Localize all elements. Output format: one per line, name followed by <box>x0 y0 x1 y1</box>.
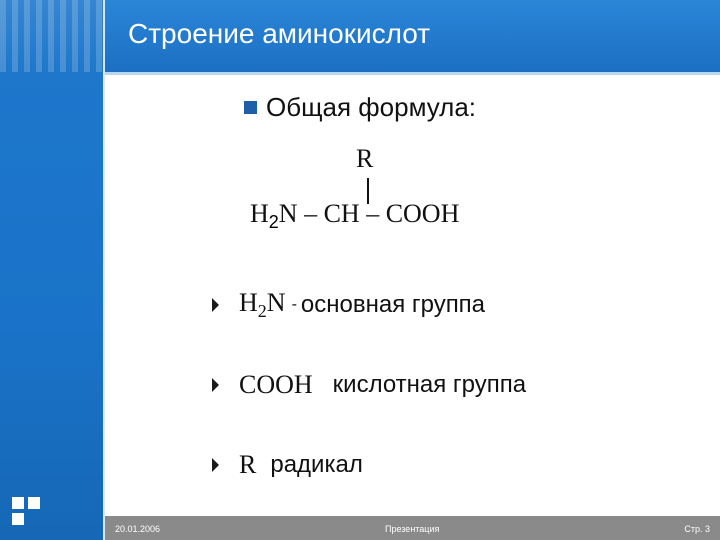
logo-squares-icon <box>12 497 42 527</box>
title-bar-divider <box>105 72 720 75</box>
list-item-carboxyl <box>212 370 526 400</box>
formula-rest: N – CH – COOH <box>278 199 460 228</box>
list-item-amine <box>212 288 485 322</box>
slide-title: Строение аминокислот <box>128 18 431 49</box>
amino-acid-formula <box>250 144 530 244</box>
amine-sub: 2 <box>257 301 267 321</box>
carboxyl-chem: COOH <box>239 370 313 399</box>
arrow-bullet-icon <box>212 458 219 472</box>
sidebar-divider <box>103 0 105 540</box>
amine-n: N <box>266 288 286 317</box>
list-item-radical <box>212 450 363 480</box>
formula-amine-sub: 2 <box>268 212 279 232</box>
arrow-bullet-icon <box>212 298 219 312</box>
footer-date: 20.01.2006 <box>115 524 161 534</box>
sidebar-stripes <box>0 0 104 72</box>
amine-desc: основная группа <box>300 291 486 318</box>
sidebar-decoration <box>0 0 104 540</box>
formula-amine-h: H <box>250 199 269 228</box>
formula-main-line <box>250 198 459 233</box>
radical-chem: R <box>239 450 257 479</box>
footer-page-number: Стр. 3 <box>684 524 710 534</box>
footer-title: Презентация <box>385 524 440 534</box>
square-bullet-icon <box>244 101 257 114</box>
footer-bar <box>105 516 720 540</box>
general-formula-heading <box>244 92 476 123</box>
general-formula-label: Общая формула: <box>266 92 477 122</box>
formula-radical: R <box>356 144 374 173</box>
amine-chem <box>239 288 286 322</box>
carboxyl-desc: кислотная группа <box>332 371 527 398</box>
amine-dash: - <box>291 296 297 313</box>
amine-h: H <box>239 288 258 317</box>
radical-desc: радикал <box>270 451 363 478</box>
arrow-bullet-icon <box>212 378 219 392</box>
